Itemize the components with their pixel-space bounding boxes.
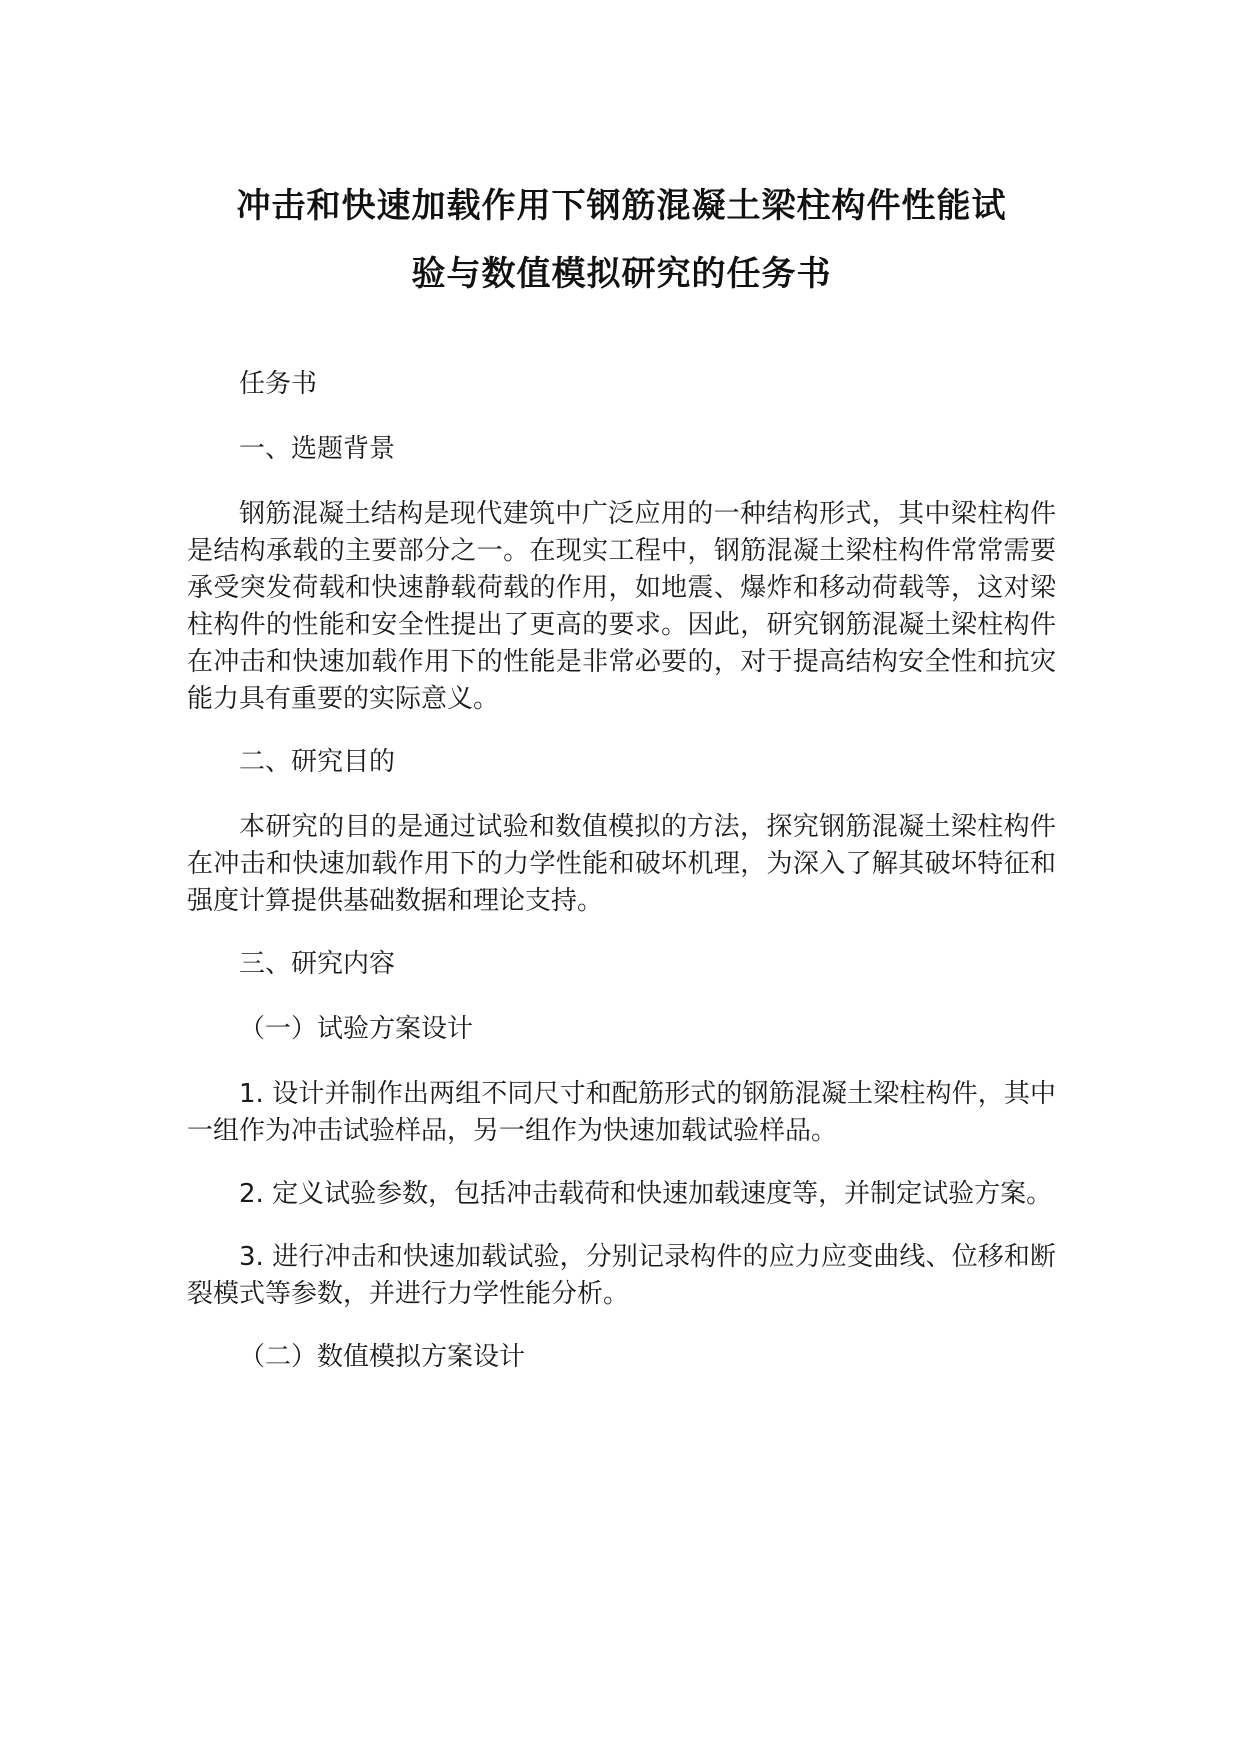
section-heading-purpose: 二、研究目的 bbox=[239, 747, 396, 777]
paragraph-background: 钢筋混凝土结构是现代建筑中广泛应用的一种结构形式，其中梁柱构件是结构承载的主要部分之一。在现实工程中，钢筋混凝土梁柱构件常常需要承受突发荷载和快速静载荷载的作用，如地震、爆炸和移动荷载等，这对梁柱构件的性能和安全性提出了更高的要求。因此，研究钢筋混凝土梁柱构件在冲击和快速加载作用下的性能是非常必要的，对于提高结构安全性和抗灾能力具有重要的实际意义。 bbox=[187, 499, 1056, 714]
paragraph-purpose: 本研究的目的是通过试验和数值模拟的方法，探究钢筋混凝土梁柱构件在冲击和快速加载作用下的力学性能和破坏机理，为深入了解其破坏特征和强度计算提供基础数据和理论支持。 bbox=[187, 812, 1056, 916]
document-title bbox=[187, 0, 1056, 308]
subsection-heading-experiment: （一）试验方案设计 bbox=[239, 1014, 474, 1044]
title-line-1: 冲击和快速加载作用下钢筋混凝土梁柱构件性能试 bbox=[236, 186, 1007, 226]
section-heading-content: 三、研究内容 bbox=[239, 949, 396, 979]
list-item-1: 1. 设计并制作出两组不同尺寸和配筋形式的钢筋混凝土梁柱构件，其中一组作为冲击试验样品，另一组作为快速加载试验样品。 bbox=[187, 1079, 1056, 1146]
list-item-3: 3. 进行冲击和快速加载试验，分别记录构件的应力应变曲线、位移和断裂模式等参数，并进行力学性能分析。 bbox=[187, 1242, 1056, 1309]
subsection-heading-simulation: （二）数值模拟方案设计 bbox=[239, 1342, 526, 1372]
section-heading-background: 一、选题背景 bbox=[239, 434, 396, 464]
title-line-2: 验与数值模拟研究的任务书 bbox=[411, 254, 832, 294]
list-item-2: 2. 定义试验参数，包括冲击载荷和快速加载速度等，并制定试验方案。 bbox=[239, 1179, 1053, 1209]
document-body bbox=[187, 366, 1056, 1376]
document-label: 任务书 bbox=[239, 369, 318, 399]
